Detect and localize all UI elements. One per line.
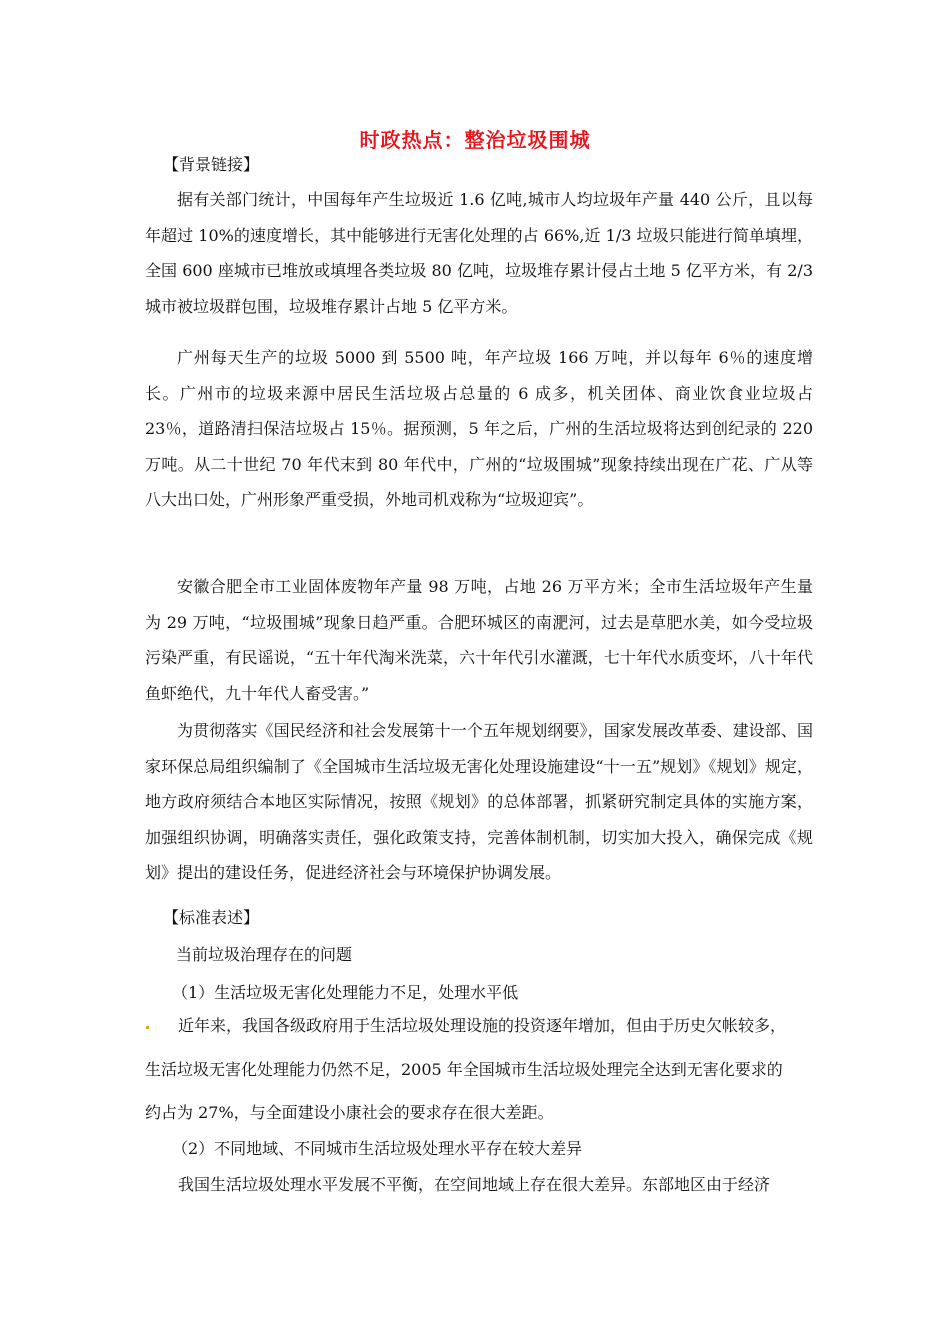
point-1-line-3: 约占为 27%，与全面建设小康社会的要求存在很大差距。 xyxy=(145,1103,554,1122)
point-1-line-2: 生活垃圾无害化处理能力仍然不足，2005 年全国城市生活垃圾处理完全达到无害化要求的 xyxy=(145,1060,783,1079)
point-1-heading: （1）生活垃圾无害化处理能力不足，处理水平低 xyxy=(172,983,519,1002)
problems-heading: 当前垃圾治理存在的问题 xyxy=(176,945,353,964)
paragraph-hefei: 安徽合肥全市工业固体废物年产量 98 万吨，占地 26 万平方米；全市生活垃圾年产生量为 29 万吨，“垃圾围城”现象日趋严重。合肥环城区的南淝河，过去是草肥水美，如今受垃圾污染严重，有民谣说，“五十年代淘米洗菜，六十年代引水灌溉，七十年代水质变坏，八十年代鱼虾绝代，九十年代人畜受害。” xyxy=(145,577,813,703)
paragraph-national-statistics: 据有关部门统计，中国每年产生垃圾近 1.6 亿吨,城市人均垃圾年产量 440 公斤，且以每年超过 10%的速度增长，其中能够进行无害化处理的占 66%,近 1/3 垃圾只能进行简单填埋，全国 600 座城市已堆放或填埋各类垃圾 80 亿吨，垃圾堆存累计侵占土地 5 亿平方米，有 2/3 城市被垃圾群包围，垃圾堆存累计占地 5 亿平方米。 xyxy=(145,190,813,316)
section-heading-standard: 【标准表述】 xyxy=(163,908,260,927)
point-1-line-1: 近年来，我国各级政府用于生活垃圾处理设施的投资逐年增加，但由于历史欠帐较多， xyxy=(178,1016,787,1035)
stray-mark xyxy=(146,1026,149,1029)
point-2-line-1: 我国生活垃圾处理水平发展不平衡，在空间地域上存在很大差异。东部地区由于经济 xyxy=(178,1175,771,1194)
document-title: 时政热点：整治垃圾围城 xyxy=(359,128,591,152)
point-2-heading: （2）不同地域、不同城市生活垃圾处理水平存在较大差异 xyxy=(172,1139,583,1158)
paragraph-guangzhou: 广州每天生产的垃圾 5000 到 5500 吨，年产垃圾 166 万吨，并以每年 6％的速度增长。广州市的垃圾来源中居民生活垃圾占总量的 6 成多，机关团体、商业饮食业垃圾占 23％，道路清扫保洁垃圾占 15％。据预测，5 年之后，广州的生活垃圾将达到创纪录的 220 万吨。从二十世纪 70 年代末到 80 年代中，广州的“垃圾围城”现象持续出现在广花、广从等八大出口处，广州形象严重受损，外地司机戏称为“垃圾迎宾”。 xyxy=(145,348,813,509)
section-heading-background: 【背景链接】 xyxy=(163,155,260,174)
paragraph-planning: 为贯彻落实《国民经济和社会发展第十一个五年规划纲要》，国家发展改革委、建设部、国家环保总局组织编制了《全国城市生活垃圾无害化处理设施建设“十一五”规划》《规划》规定，地方政府须结合本地区实际情况，按照《规划》的总体部署，抓紧研究制定具体的实施方案，加强组织协调，明确落实责任，强化政策支持，完善体制机制，切实加大投入，确保完成《规划》提出的建设任务，促进经济社会与环境保护协调发展。 xyxy=(145,721,813,882)
